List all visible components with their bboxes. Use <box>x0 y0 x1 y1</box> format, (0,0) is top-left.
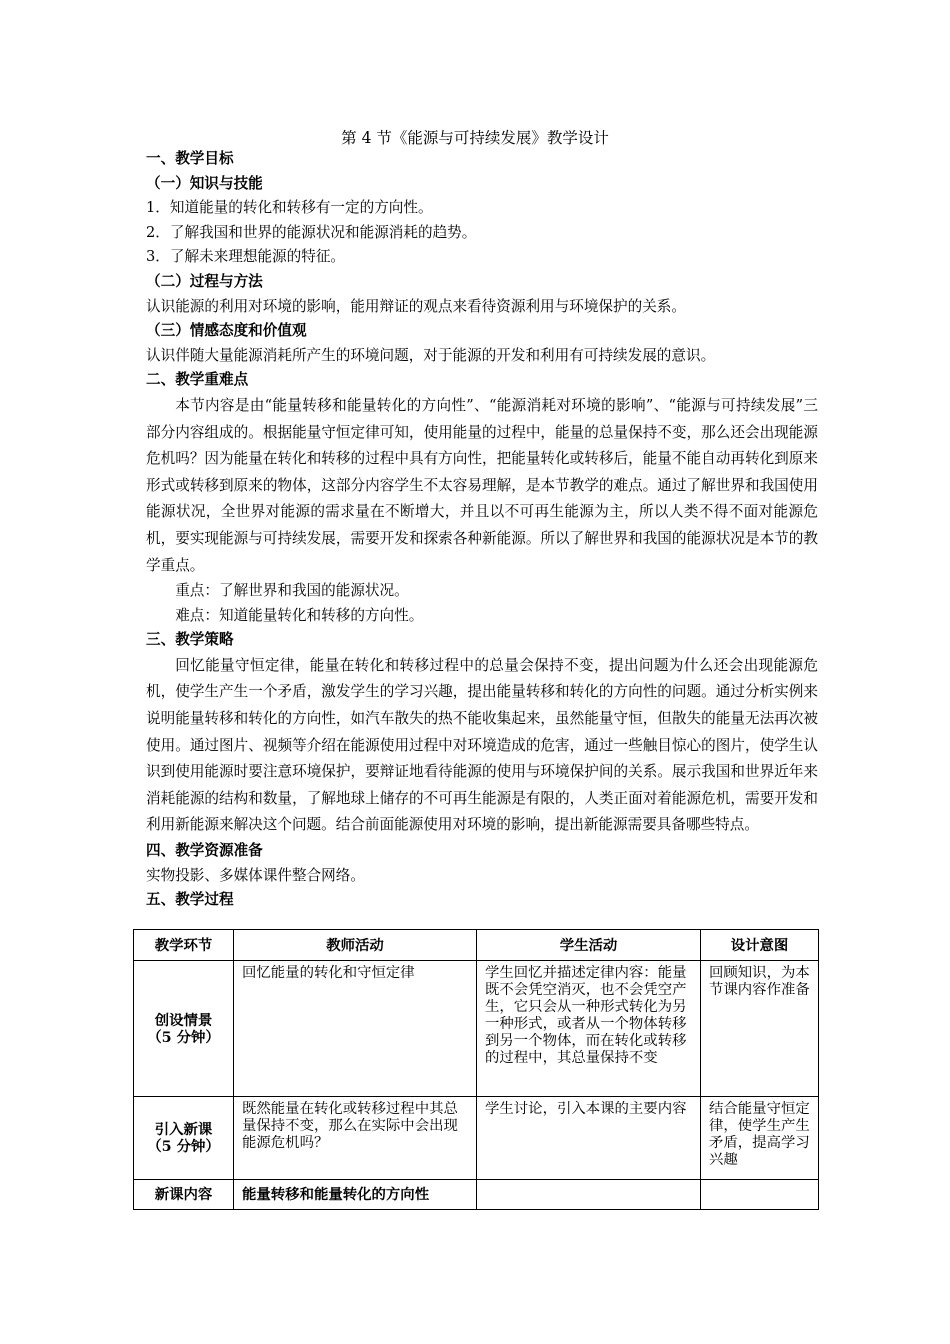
section-heading-process: 五、教学过程 <box>146 891 234 909</box>
section-heading-key-points: 二、教学重难点 <box>146 371 249 389</box>
resources-text: 实物投影、多媒体课件整合网络。 <box>146 866 365 884</box>
strategy-paragraph: 回忆能量守恒定律，能量在转化和转移过程中的总量会保持不变，提出问题为什么还会出现能源危机，使学生产生一个矛盾，激发学生的学习兴趣，提出能量转移和转化的方向性的问题。通过分析实例来说明能量转移和转化的方向性，如汽车散失的热不能收集起来，虽然能量守恒，但散失的能量无法再次被使用。通过图片、视频等介绍在能源使用过程中对环境造成的危害，通过一些触目惊心的图片，使学生认识到使用能源时要注意环境保护，要辩证地看待能源的使用与环境保护间的关系。展示我国和世界近年来消耗能源的结构和数量，了解地球上储存的不可再生能源是有限的，人类正面对着能源危机，需要开发和利用新能源来解决这个问题。结合前面能源使用对环境的影响，提出新能源需要具备哪些特点。 <box>146 656 818 834</box>
objective-item: 2．了解我国和世界的能源状况和能源消耗的趋势。 <box>146 223 477 241</box>
document-body <box>146 147 818 913</box>
attitude-text: 认识伴随大量能源消耗所产生的环境问题，对于能源的开发和利用有可持续发展的意识。 <box>146 346 716 364</box>
stage-time: （5 分钟） <box>147 1028 220 1046</box>
table-row <box>134 961 819 1097</box>
teacher-cell: 能量转移和能量转化的方向性 <box>234 1180 477 1210</box>
table-row <box>134 1180 819 1210</box>
stage-cell <box>134 1097 234 1180</box>
subheading-knowledge: （一）知识与技能 <box>146 174 263 192</box>
objective-item: 3．了解未来理想能源的特征。 <box>146 248 346 266</box>
process-text: 认识能源的利用对环境的影响，能用辩证的观点来看待资源利用与环境保护的关系。 <box>146 297 686 315</box>
stage-name: 引入新课 <box>154 1121 213 1138</box>
subheading-attitude: （三）情感态度和价值观 <box>146 322 307 340</box>
table-row <box>134 1097 819 1180</box>
section-heading-strategy: 三、教学策略 <box>146 631 234 649</box>
stage-time: （5 分钟） <box>147 1138 220 1155</box>
header-student: 学生活动 <box>477 930 701 961</box>
intent-cell <box>701 1180 819 1210</box>
intent-cell: 结合能量守恒定律，使学生产生矛盾，提高学习兴趣 <box>701 1097 819 1180</box>
difficulty-point: 难点：知道能量转化和转移的方向性。 <box>175 606 424 624</box>
table-header-row <box>134 930 819 961</box>
section-heading-resources: 四、教学资源准备 <box>146 842 263 860</box>
teacher-cell: 回忆能量的转化和守恒定律 <box>234 961 477 1097</box>
stage-name: 创设情景 <box>154 1011 213 1029</box>
teaching-process-table <box>133 929 819 1210</box>
header-teacher: 教师活动 <box>234 930 477 961</box>
document-title: 第 4 节《能源与可持续发展》教学设计 <box>341 129 609 147</box>
stage-cell <box>134 1180 234 1210</box>
key-point: 重点：了解世界和我国的能源状况。 <box>175 582 409 600</box>
subheading-process: （二）过程与方法 <box>146 272 263 290</box>
intent-cell: 回顾知识，为本节课内容作准备 <box>701 961 819 1097</box>
student-cell <box>477 1180 701 1210</box>
student-cell: 学生回忆并描述定律内容：能量既不会凭空消灭，也不会凭空产生，它只会从一种形式转化为另一种形式，或者从一个物体转移到另一个物体，而在转化或转移的过程中，其总量保持不变 <box>477 961 701 1097</box>
header-stage: 教学环节 <box>134 930 234 961</box>
section-heading-objectives: 一、教学目标 <box>146 150 234 167</box>
student-cell: 学生讨论，引入本课的主要内容 <box>477 1097 701 1180</box>
stage-cell <box>134 961 234 1097</box>
teacher-cell: 既然能量在转化或转移过程中其总量保持不变，那么在实际中会出现能源危机吗？ <box>234 1097 477 1180</box>
key-points-paragraph: 本节内容是由“能量转移和能量转化的方向性”、“能源消耗对环境的影响”、“能源与可持续发展”三部分内容组成的。根据能量守恒定律可知，使用能量的过程中，能量的总量保持不变，那么还会出现能源危机吗？因为能量在转化和转移的过程中具有方向性，把能量转化或转移后，能量不能自动再转化到原来形式或转移到原来的物体，这部分内容学生不太容易理解，是本节教学的难点。通过了解世界和我国使用能源状况，全世界对能源的需求量在不断增大，并且以不可再生能源为主，所以人类不得不面对能源危机，要实现能源与可持续发展，需要开发和探索各种新能源。所以了解世界和我国的能源状况是本节的教学重点。 <box>146 396 818 574</box>
objective-item: 1．知道能量的转化和转移有一定的方向性。 <box>146 199 433 217</box>
stage-name: 新课内容 <box>154 1186 213 1203</box>
header-intent: 设计意图 <box>701 930 819 961</box>
